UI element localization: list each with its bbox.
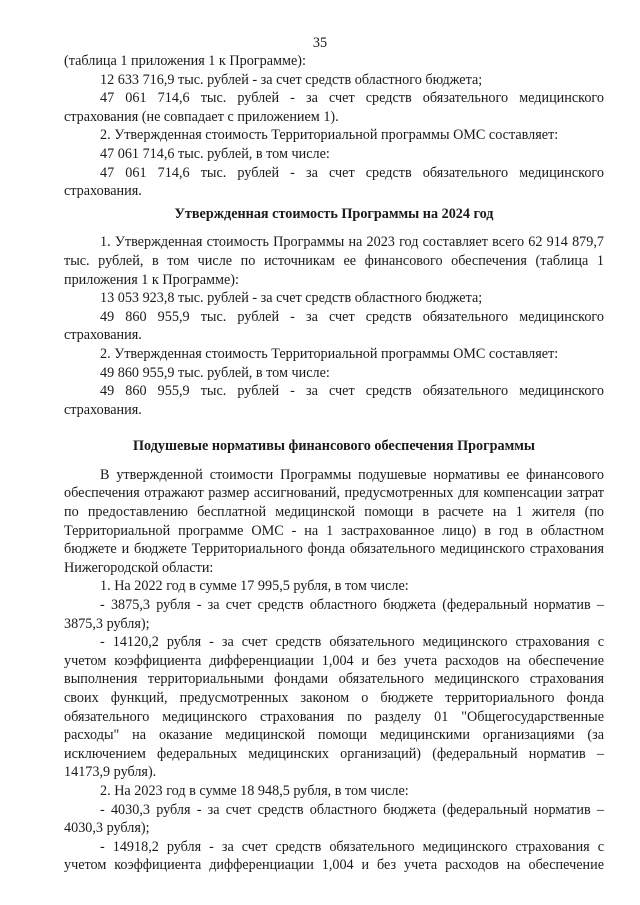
paragraph: - 4030,3 рубля - за счет средств областного бюджета (федеральный норматив – 4030,3 рубля); — [64, 801, 604, 837]
page-number: 35 — [312, 35, 328, 51]
paragraph: 2. На 2023 год в сумме 18 948,5 рубля, в том числе: — [100, 782, 409, 799]
paragraph: 47 061 714,6 тыс. рублей, в том числе: — [100, 145, 330, 162]
paragraph: 49 860 955,9 тыс. рублей - за счет средств обязательного медицинского страхования. — [64, 383, 604, 418]
paragraph: (таблица 1 приложения 1 к Программе): — [64, 53, 306, 69]
paragraph: 47 061 714,6 тыс. рублей - за счет средств обязательного медицинского страхования (не совпадает с приложением 1). — [64, 90, 604, 125]
section-heading: Утвержденная стоимость Программы на 2024 год — [174, 205, 494, 222]
paragraph: 2. Утвержденная стоимость Территориальной программы ОМС составляет: — [100, 127, 559, 144]
paragraph: 1. На 2022 год в сумме 17 995,5 рубля, в том числе: — [100, 578, 409, 595]
paragraph: 12 633 716,9 тыс. рублей - за счет средств областного бюджета; — [100, 71, 483, 88]
paragraph: 2. Утвержденная стоимость Территориальной программы ОМС составляет: — [100, 345, 559, 362]
section-heading: Подушевые нормативы финансового обеспечения Программы — [133, 438, 535, 455]
paragraph: 47 061 714,6 тыс. рублей - за счет средств обязательного медицинского страхования. — [64, 164, 604, 200]
paragraph: 49 860 955,9 тыс. рублей, в том числе: — [100, 364, 330, 381]
paragraph: - 14918,2 рубля - за счет средств обязательного медицинского страхования с учетом коэффициента дифференциации 1,004 и без учета расходов на обеспечение — [64, 838, 604, 874]
paragraph: 49 860 955,9 тыс. рублей - за счет средств обязательного медицинского страхования. — [64, 308, 604, 344]
paragraph: - 3875,3 рубля - за счет средств областного бюджета (федеральный норматив – 3875,3 рубля); — [64, 597, 604, 632]
document-body — [64, 52, 604, 875]
paragraph: В утвержденной стоимости Программы подушевые нормативы ее финансового обеспечения отражают размер ассигнований, предусмотренных для компенсации затрат по предоставлению бесплатной медицинской помощи в расчете на 1 жителя (по Территориальной программе ОМС - на 1 застрахованное лицо) в год в областном бюджете и бюджете Территориального фонда обязательного медицинского страхования Нижегородской области: — [64, 466, 604, 576]
paragraph: 13 053 923,8 тыс. рублей - за счет средств областного бюджета; — [100, 290, 483, 307]
paragraph: - 14120,2 рубля - за счет средств обязательного медицинского страхования с учетом коэффициента дифференциации 1,004 и без учета расходов на обеспечение выполнения территориальными фондами обязательного медицинского страхования своих функций, предусмотренных законом о бюджете территориального фонда обязательного медицинского страхования по разделу 01 "Общегосударственные расходы" на оказание медицинской помощи медицинскими организациями (за исключением федеральных медицинских организаций) (федеральный норматив – 14173,9 рубля). — [64, 634, 604, 781]
paragraph: 1. Утвержденная стоимость Программы на 2023 год составляет всего 62 914 879,7 тыс. рублей, в том числе по источникам ее финансового обеспечения (таблица 1 приложения 1 к Программе): — [64, 234, 604, 288]
